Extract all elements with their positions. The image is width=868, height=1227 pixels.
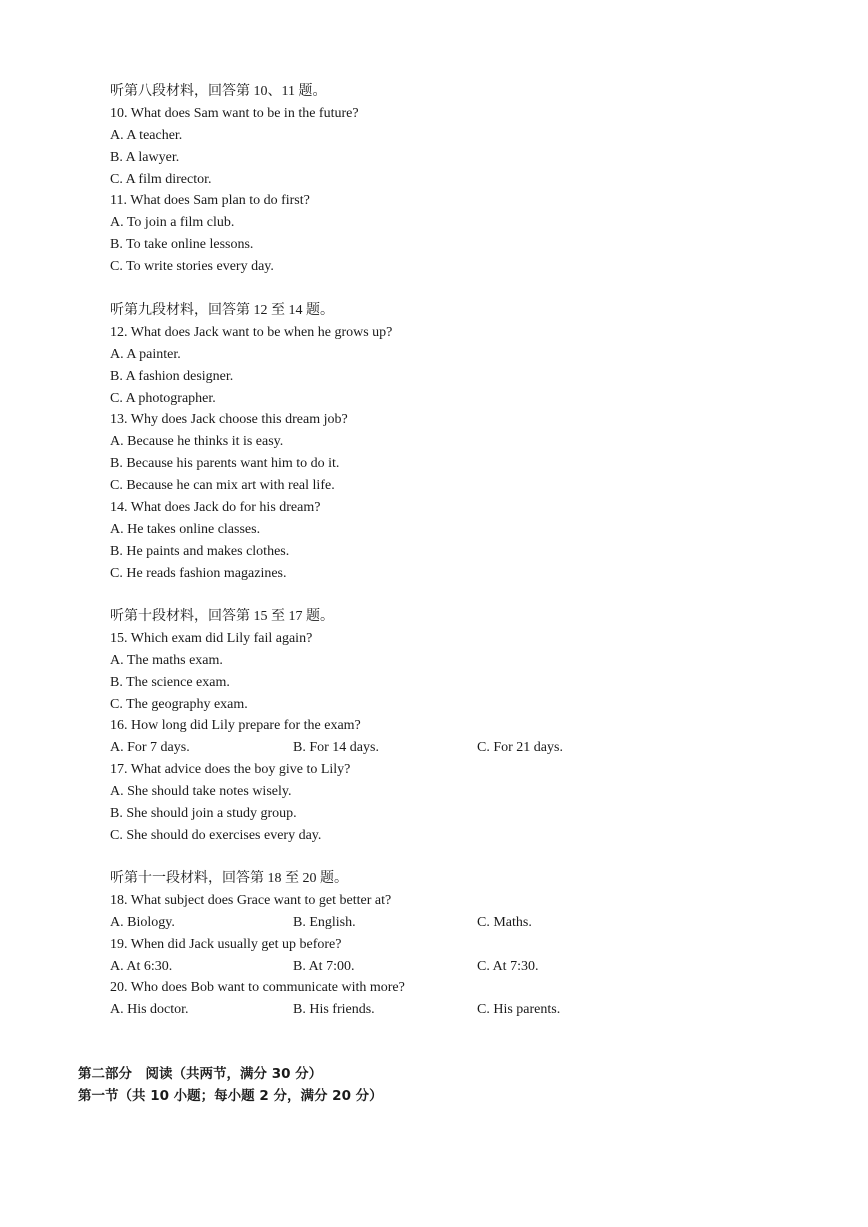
question-stem: 12. What does Jack want to be when he grows up? (110, 324, 393, 340)
question-stem: 18. What subject does Grace want to get better at? (110, 892, 392, 908)
section-instruction: 听第十一段材料，回答第 18 至 20 题。 (110, 871, 348, 886)
question-stem: 13. Why does Jack choose this dream job? (110, 412, 348, 428)
section-instruction: 听第九段材料，回答第 12 至 14 题。 (110, 303, 334, 318)
question-stem: 19. When did Jack usually get up before? (110, 936, 342, 952)
answer-option: C. To write stories every day. (110, 259, 274, 275)
answer-option: A. For 7 days. (110, 740, 190, 756)
answer-option: C. A photographer. (110, 390, 216, 406)
answer-option: B. A fashion designer. (110, 368, 234, 384)
question-stem: 14. What does Jack do for his dream? (110, 500, 321, 516)
answer-option: C. At 7:30. (477, 958, 539, 974)
answer-option: A. A painter. (110, 346, 181, 362)
answer-option: A. She should take notes wisely. (110, 784, 292, 800)
answer-option: B. English. (293, 914, 356, 930)
answer-option: C. His parents. (477, 1002, 561, 1018)
answer-options-row (110, 737, 810, 759)
answer-option: B. For 14 days. (293, 740, 379, 756)
answer-option: B. To take online lessons. (110, 237, 254, 253)
answer-option: C. Because he can mix art with real life. (110, 478, 335, 494)
answer-option: A. A teacher. (110, 127, 183, 143)
part-two-header (78, 1064, 798, 1108)
answer-option: C. The geography exam. (110, 696, 248, 712)
answer-options-row (110, 999, 810, 1021)
section-instruction: 听第八段材料，回答第 10、11 题。 (110, 84, 327, 99)
answer-option: B. His friends. (293, 1002, 375, 1018)
question-stem: 15. Which exam did Lily fail again? (110, 630, 313, 646)
answer-option: C. She should do exercises every day. (110, 827, 322, 843)
part-subheading: 第一节（共 10 小题；每小题 2 分，满分 20 分） (78, 1087, 383, 1104)
answer-option: C. For 21 days. (477, 740, 563, 756)
question-stem: 17. What advice does the boy give to Lily? (110, 762, 351, 778)
listening-section-9 (110, 300, 810, 585)
answer-option: A. He takes online classes. (110, 521, 261, 537)
question-stem: 11. What does Sam plan to do first? (110, 193, 310, 209)
answer-option: A. His doctor. (110, 1002, 189, 1018)
question-stem: 10. What does Sam want to be in the future? (110, 105, 359, 121)
listening-section-8 (110, 81, 810, 278)
answer-option: C. Maths. (477, 914, 532, 930)
answer-option: A. Because he thinks it is easy. (110, 434, 284, 450)
answer-option: A. To join a film club. (110, 215, 235, 231)
answer-option: B. At 7:00. (293, 958, 355, 974)
listening-section-10 (110, 606, 810, 847)
question-stem: 20. Who does Bob want to communicate with more? (110, 980, 405, 996)
part-heading: 第二部分 阅读（共两节，满分 30 分） (78, 1066, 323, 1082)
answer-option: B. He paints and makes clothes. (110, 543, 290, 559)
section-instruction: 听第十段材料，回答第 15 至 17 题。 (110, 609, 334, 624)
answer-options-row (110, 956, 810, 978)
answer-option: B. Because his parents want him to do it. (110, 456, 340, 472)
answer-option: C. A film director. (110, 171, 212, 187)
listening-section-11 (110, 868, 810, 1021)
answer-option: A. At 6:30. (110, 958, 173, 974)
answer-option: A. The maths exam. (110, 652, 223, 668)
question-stem: 16. How long did Lily prepare for the exam? (110, 718, 361, 734)
answer-option: B. A lawyer. (110, 149, 180, 165)
answer-options-row (110, 912, 810, 934)
answer-option: B. She should join a study group. (110, 806, 297, 822)
answer-option: C. He reads fashion magazines. (110, 565, 287, 581)
answer-option: A. Biology. (110, 914, 175, 930)
answer-option: B. The science exam. (110, 674, 230, 690)
